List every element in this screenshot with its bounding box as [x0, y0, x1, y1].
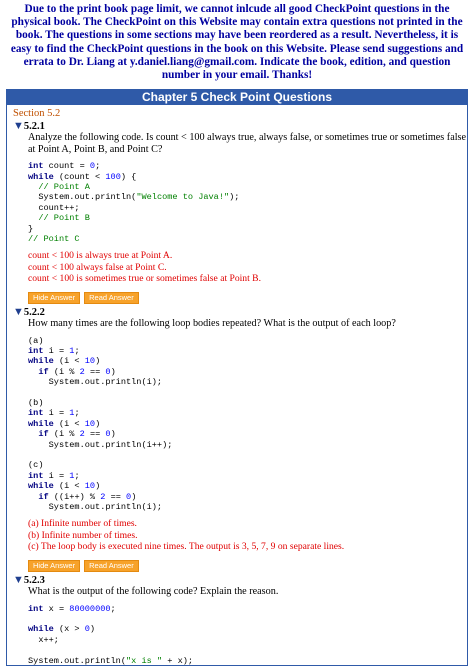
answer-text	[28, 518, 467, 552]
question-text: What is the output of the following code? Explain the reason.	[28, 586, 279, 598]
question-5-2-3	[13, 575, 467, 666]
answer-line: (a) Infinite number of times.	[28, 518, 137, 530]
email-link[interactable]: y.daniel.liang@gmail.com	[129, 55, 255, 68]
section-title: Section 5.2	[13, 108, 61, 120]
question-5-2-2	[13, 306, 467, 571]
notice-text-end: . Indicate the book, edition, and question number in your email. Thanks!	[161, 55, 451, 82]
question-number: 5.2.3	[23, 575, 45, 587]
question-header[interactable]	[13, 307, 467, 318]
code-block: int x = 80000000; while (x > 0) x++; System.out.println("x is " + x);	[28, 603, 194, 666]
code-block: int count = 0; while (count < 100) { // Point A System.out.println("Welcome to Java!"); count++; // Point B } // Point C	[28, 161, 240, 245]
question-text: How many times are the following loop bodies repeated? What is the output of each loop?	[28, 318, 396, 330]
triangle-down-icon[interactable]: ▼	[13, 574, 24, 587]
answer-line: count < 100 is sometimes true or sometimes false at Point B.	[28, 272, 261, 284]
answer-line: count < 100 always false at Point C.	[28, 261, 167, 273]
question-header[interactable]	[13, 121, 467, 132]
question-5-2-1	[13, 120, 467, 303]
answer-buttons	[28, 555, 467, 571]
question-header[interactable]	[13, 575, 467, 586]
question-text: Analyze the following code. Is count < 100 always true, always false, or sometimes true or sometimes false at Point A, Point B, and Point C?	[28, 132, 467, 155]
triangle-down-icon[interactable]: ▼	[13, 120, 24, 133]
answer-line: (b) Infinite number of times.	[28, 529, 138, 541]
code-block: (a) int i = 1; while (i < 10) if (i % 2 == 0) System.out.println(i); (b) int i = 1; while (i < 10) if (i % 2 == 0) System.out.println(i++); (c) int i = 1; while (i < 10) if ((i++) % 2 == 0) System.out.println(i);	[28, 335, 173, 513]
hide-answer-button[interactable]: Hide Answer	[28, 292, 80, 304]
answer-text	[28, 250, 467, 284]
triangle-down-icon[interactable]: ▼	[13, 306, 24, 319]
notice-text	[0, 0, 474, 82]
read-answer-button[interactable]: Read Answer	[84, 292, 139, 304]
hide-answer-button[interactable]: Hide Answer	[28, 560, 80, 572]
answer-line: count < 100 is always true at Point A.	[28, 250, 173, 262]
answer-line: (c) The loop body is executed nine times. The output is 3, 5, 7, 9 on separate lines.	[28, 540, 345, 552]
answer-buttons	[28, 287, 467, 303]
question-number: 5.2.1	[23, 121, 45, 133]
checkpoint-panel	[6, 105, 468, 666]
notice-text-start: Due to the print book page limit, we cannot inlcude all good CheckPoint questions in the physical book. The CheckPoint on this Website may contain extra questions not printed in the book. The questions in some sections may have been reordered as a result. Nevertheless, it is easy to find the CheckPoint questions in the book on this Website. Please send suggestions and errata to Dr. Liang at	[10, 3, 464, 68]
page-title: Chapter 5 Check Point Questions	[6, 89, 468, 105]
read-answer-button[interactable]: Read Answer	[84, 560, 139, 572]
question-number: 5.2.2	[23, 307, 45, 319]
